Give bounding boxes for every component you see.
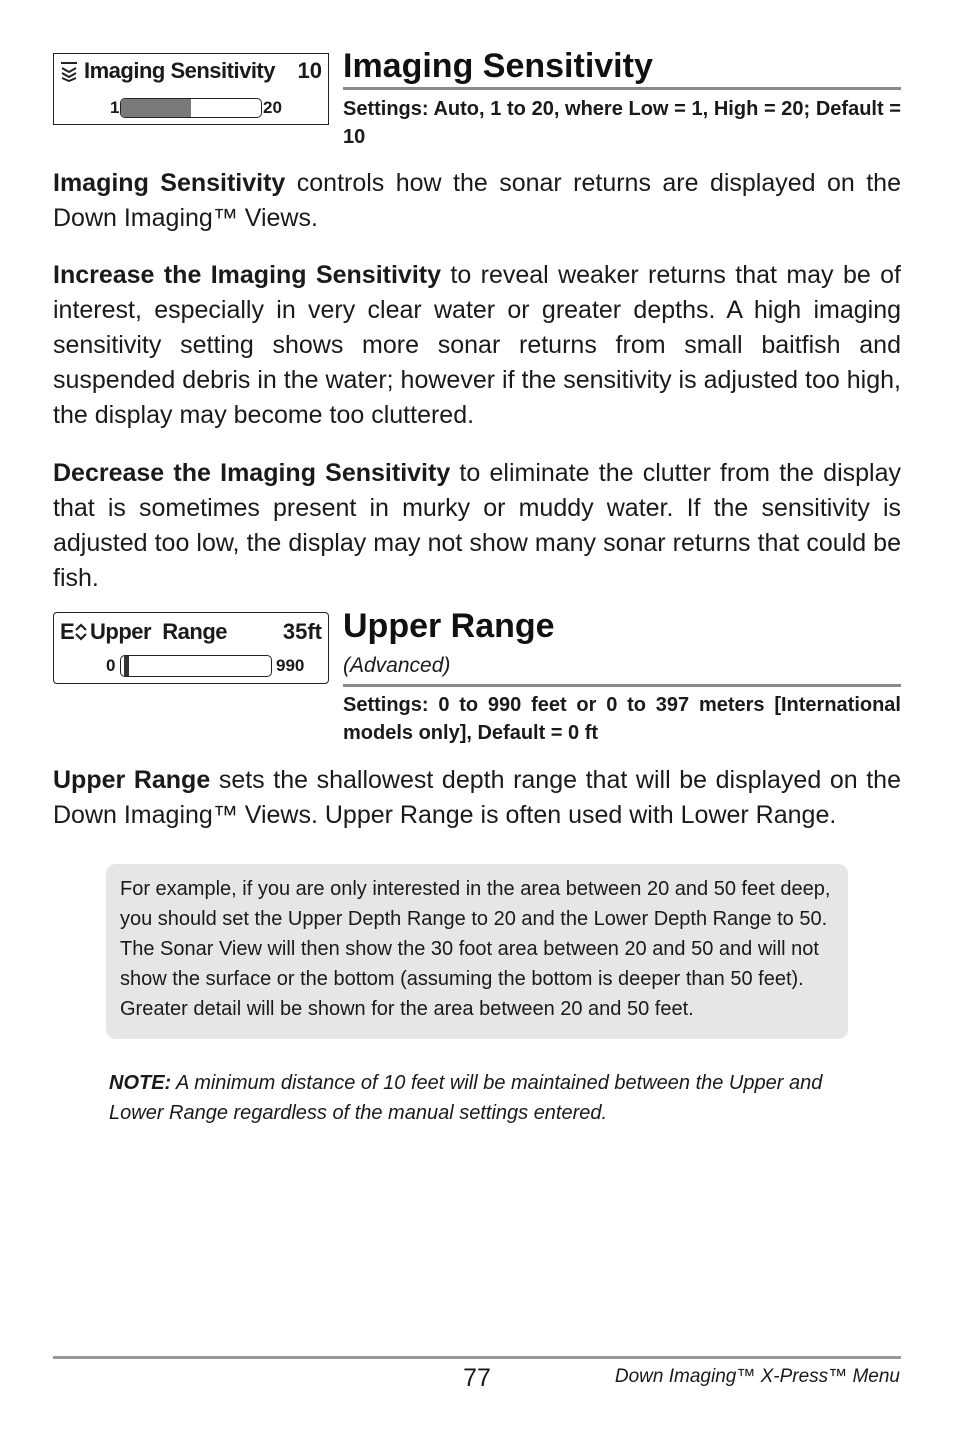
- widget-prefix: E: [60, 619, 75, 644]
- note: [109, 1068, 849, 1128]
- callout-text: For example, if you are only interested in the area between 20 and 50 feet deep, you should set the Upper Depth Range to 20 and the Lower Depth Range to 50. The Sonar View will then show the 30 foot area between 20 and 50 and will not show the surface or the bottom (assuming the bottom is deeper than 50 feet). Greater detail will be shown for the area between 20 and 50 feet.: [120, 878, 831, 1020]
- paragraph-body: to eliminate the clutter from the display that is sometimes present in murky or muddy water. If the sensitivity is adjusted too low, the display may not show many sonar returns that could be fish.: [53, 459, 901, 592]
- paragraph-body: controls how the sonar returns are displayed on the Down Imaging™ Views.: [53, 169, 901, 232]
- paragraph-body: to reveal weaker returns that may be of interest, especially in very clear water or greater depths. A high imaging sensitivity setting shows more sonar returns from small baitfish and suspended debris in the water; however if the sensitivity is adjusted too high, the display may become too cluttered.: [53, 261, 901, 429]
- title-rule: [343, 87, 901, 90]
- slider-min-label: 0: [106, 656, 116, 675]
- paragraph-body: sets the shallowest depth range that will be displayed on the Down Imaging™ Views. Upper Range is often used with Lower Range.: [53, 766, 901, 829]
- settings-text: Settings: 0 to 990 feet or 0 to 397 meters [International models only], Default = 0 ft: [343, 694, 901, 744]
- settings-text: Settings: Auto, 1 to 20, where Low = 1, High = 20; Default = 10: [343, 98, 901, 148]
- section-title: Imaging Sensitivity: [343, 47, 653, 85]
- note-label: NOTE:: [109, 1072, 172, 1094]
- slider-fill: [124, 656, 129, 676]
- example-callout-box: [106, 864, 848, 1039]
- up-down-arrow-icon: [74, 623, 88, 641]
- widget-value: 35ft: [282, 619, 322, 644]
- range-slider[interactable]: [120, 655, 272, 677]
- paragraph-bold-lead: Increase the Imaging Sensitivity: [53, 261, 441, 289]
- section-title: Upper Range: [343, 607, 555, 645]
- paragraph-upper-range: [53, 763, 901, 833]
- slider-fill: [121, 99, 191, 117]
- paragraph-bold-lead: Decrease the Imaging Sensitivity: [53, 459, 451, 487]
- paragraph-1: [53, 166, 901, 236]
- paragraph-3: [53, 456, 901, 596]
- paragraph-2: [53, 258, 901, 433]
- paragraph-bold-lead: Imaging Sensitivity: [53, 169, 286, 197]
- widget-label: Upper Range: [90, 619, 228, 644]
- title-rule: [343, 684, 901, 687]
- footer-rule: [53, 1356, 901, 1359]
- sonar-fish-icon: [59, 60, 79, 82]
- slider-max-label: 990: [276, 656, 305, 675]
- footer-title: Down Imaging™ X-Press™ Menu: [614, 1366, 900, 1387]
- slider-min-label: 1: [110, 98, 120, 117]
- note-text: A minimum distance of 10 feet will be maintained between the Upper and Lower Range regardless of the manual settings entered.: [109, 1072, 823, 1124]
- widget-value: 10: [297, 58, 322, 83]
- section-subtitle: (Advanced): [343, 654, 451, 677]
- widget-label: Imaging Sensitivity: [84, 58, 275, 83]
- sensitivity-slider[interactable]: [120, 98, 262, 118]
- imaging-sensitivity-menu-widget: [53, 53, 329, 125]
- slider-max-label: 20: [263, 98, 282, 117]
- upper-range-menu-widget: [53, 612, 329, 684]
- page-number: 77: [463, 1364, 491, 1392]
- paragraph-bold-lead: Upper Range: [53, 766, 211, 794]
